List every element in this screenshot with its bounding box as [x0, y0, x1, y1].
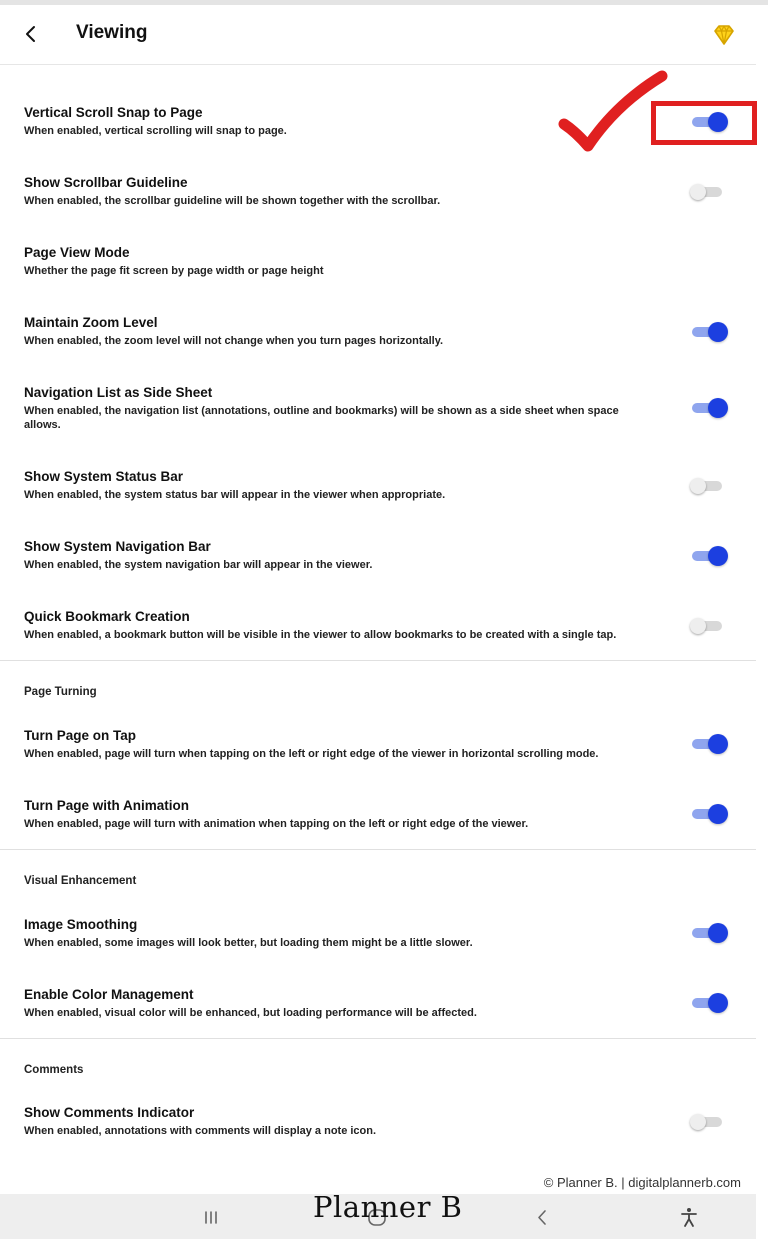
- setting-page-view-mode[interactable]: [0, 244, 756, 278]
- toggle-navigation-list-side-sheet[interactable]: [690, 397, 724, 419]
- app-header: [0, 5, 756, 65]
- setting-description: When enabled, the system navigation bar will appear in the viewer.: [24, 559, 373, 571]
- setting-label: Turn Page on Tap: [24, 728, 137, 743]
- setting-label: Navigation List as Side Sheet: [24, 385, 213, 400]
- toggle-knob: [708, 398, 728, 418]
- section-divider: [0, 1038, 756, 1039]
- toggle-knob: [708, 734, 728, 754]
- toggle-show-comments-indicator[interactable]: [690, 1111, 724, 1133]
- setting-description: When enabled, some images will look better, but loading them might be a little slower.: [24, 937, 473, 949]
- section-title-page-turning: Page Turning: [24, 686, 97, 698]
- setting-label: Show Comments Indicator: [24, 1105, 195, 1120]
- setting-label: Enable Color Management: [24, 987, 194, 1002]
- back-icon[interactable]: [529, 1205, 555, 1229]
- section-title-visual-enhancement: Visual Enhancement: [24, 875, 137, 887]
- toggle-maintain-zoom-level[interactable]: [690, 321, 724, 343]
- toggle-image-smoothing[interactable]: [690, 922, 724, 944]
- setting-description: When enabled, the zoom level will not change when you turn pages horizontally.: [24, 335, 444, 347]
- setting-label: Show System Navigation Bar: [24, 539, 211, 554]
- setting-maintain-zoom-level[interactable]: [0, 314, 756, 348]
- setting-show-system-status-bar[interactable]: [0, 468, 756, 502]
- setting-image-smoothing[interactable]: [0, 916, 756, 950]
- toggle-knob: [708, 804, 728, 824]
- toggle-show-system-navigation-bar[interactable]: [690, 545, 724, 567]
- toggle-knob: [708, 322, 728, 342]
- setting-navigation-list-side-sheet[interactable]: [0, 384, 756, 432]
- setting-label: Show Scrollbar Guideline: [24, 175, 188, 190]
- setting-description: When enabled, the scrollbar guideline will be shown together with the scrollbar.: [24, 195, 441, 207]
- toggle-quick-bookmark-creation[interactable]: [690, 615, 724, 637]
- setting-label: Maintain Zoom Level: [24, 315, 158, 330]
- setting-description: When enabled, visual color will be enhanced, but loading performance will be affected.: [24, 1007, 477, 1019]
- toggle-show-scrollbar-guideline[interactable]: [690, 181, 724, 203]
- toggle-knob: [690, 618, 706, 634]
- setting-label: Vertical Scroll Snap to Page: [24, 105, 203, 120]
- toggle-knob: [708, 923, 728, 943]
- back-chevron-icon[interactable]: [18, 21, 44, 47]
- toggle-show-system-status-bar[interactable]: [690, 475, 724, 497]
- toggle-enable-color-management[interactable]: [690, 992, 724, 1014]
- diamond-icon[interactable]: [711, 22, 737, 48]
- accessibility-icon[interactable]: [676, 1205, 702, 1229]
- setting-turn-page-on-tap[interactable]: [0, 727, 756, 761]
- setting-description: When enabled, page will turn with animation when tapping on the left or right edge of the viewer.: [24, 818, 529, 830]
- toggle-turn-page-with-animation[interactable]: [690, 803, 724, 825]
- setting-description: When enabled, page will turn when tapping on the left or right edge of the viewer in horizontal scrolling mode.: [24, 748, 599, 760]
- setting-description: When enabled, the navigation list (annotations, outline and bookmarks) will be shown as a side sheet when space allows.: [24, 405, 619, 431]
- toggle-knob: [708, 993, 728, 1013]
- setting-quick-bookmark-creation[interactable]: [0, 608, 756, 642]
- setting-description: Whether the page fit screen by page width or page height: [24, 265, 324, 277]
- toggle-knob: [690, 184, 706, 200]
- toggle-knob: [690, 1114, 706, 1130]
- section-title-comments: Comments: [24, 1064, 84, 1076]
- setting-description: When enabled, vertical scrolling will snap to page.: [24, 125, 287, 137]
- setting-label: Image Smoothing: [24, 917, 138, 932]
- red-highlight-box: [651, 101, 757, 145]
- copyright-text: © Planner B. | digitalplannerb.com: [543, 1175, 741, 1190]
- setting-turn-page-with-animation[interactable]: [0, 797, 756, 831]
- setting-description: When enabled, the system status bar will appear in the viewer when appropriate.: [24, 489, 446, 501]
- setting-label: Page View Mode: [24, 245, 130, 260]
- planner-b-watermark: Planner B: [313, 1190, 463, 1224]
- toggle-turn-page-on-tap[interactable]: [690, 733, 724, 755]
- section-divider: [0, 660, 756, 661]
- setting-label: Turn Page with Animation: [24, 798, 189, 813]
- section-divider: [0, 849, 756, 850]
- toggle-knob: [690, 478, 706, 494]
- setting-show-system-navigation-bar[interactable]: [0, 538, 756, 572]
- setting-show-comments-indicator[interactable]: [0, 1104, 756, 1138]
- setting-enable-color-management[interactable]: [0, 986, 756, 1020]
- page-title: Viewing: [76, 22, 148, 43]
- setting-label: Show System Status Bar: [24, 469, 184, 484]
- toggle-knob: [708, 546, 728, 566]
- setting-label: Quick Bookmark Creation: [24, 609, 190, 624]
- recent-apps-icon[interactable]: [198, 1205, 224, 1229]
- setting-description: When enabled, a bookmark button will be visible in the viewer to allow bookmarks to be created with a single tap.: [24, 629, 617, 641]
- setting-description: When enabled, annotations with comments will display a note icon.: [24, 1125, 377, 1137]
- setting-show-scrollbar-guideline[interactable]: [0, 174, 756, 208]
